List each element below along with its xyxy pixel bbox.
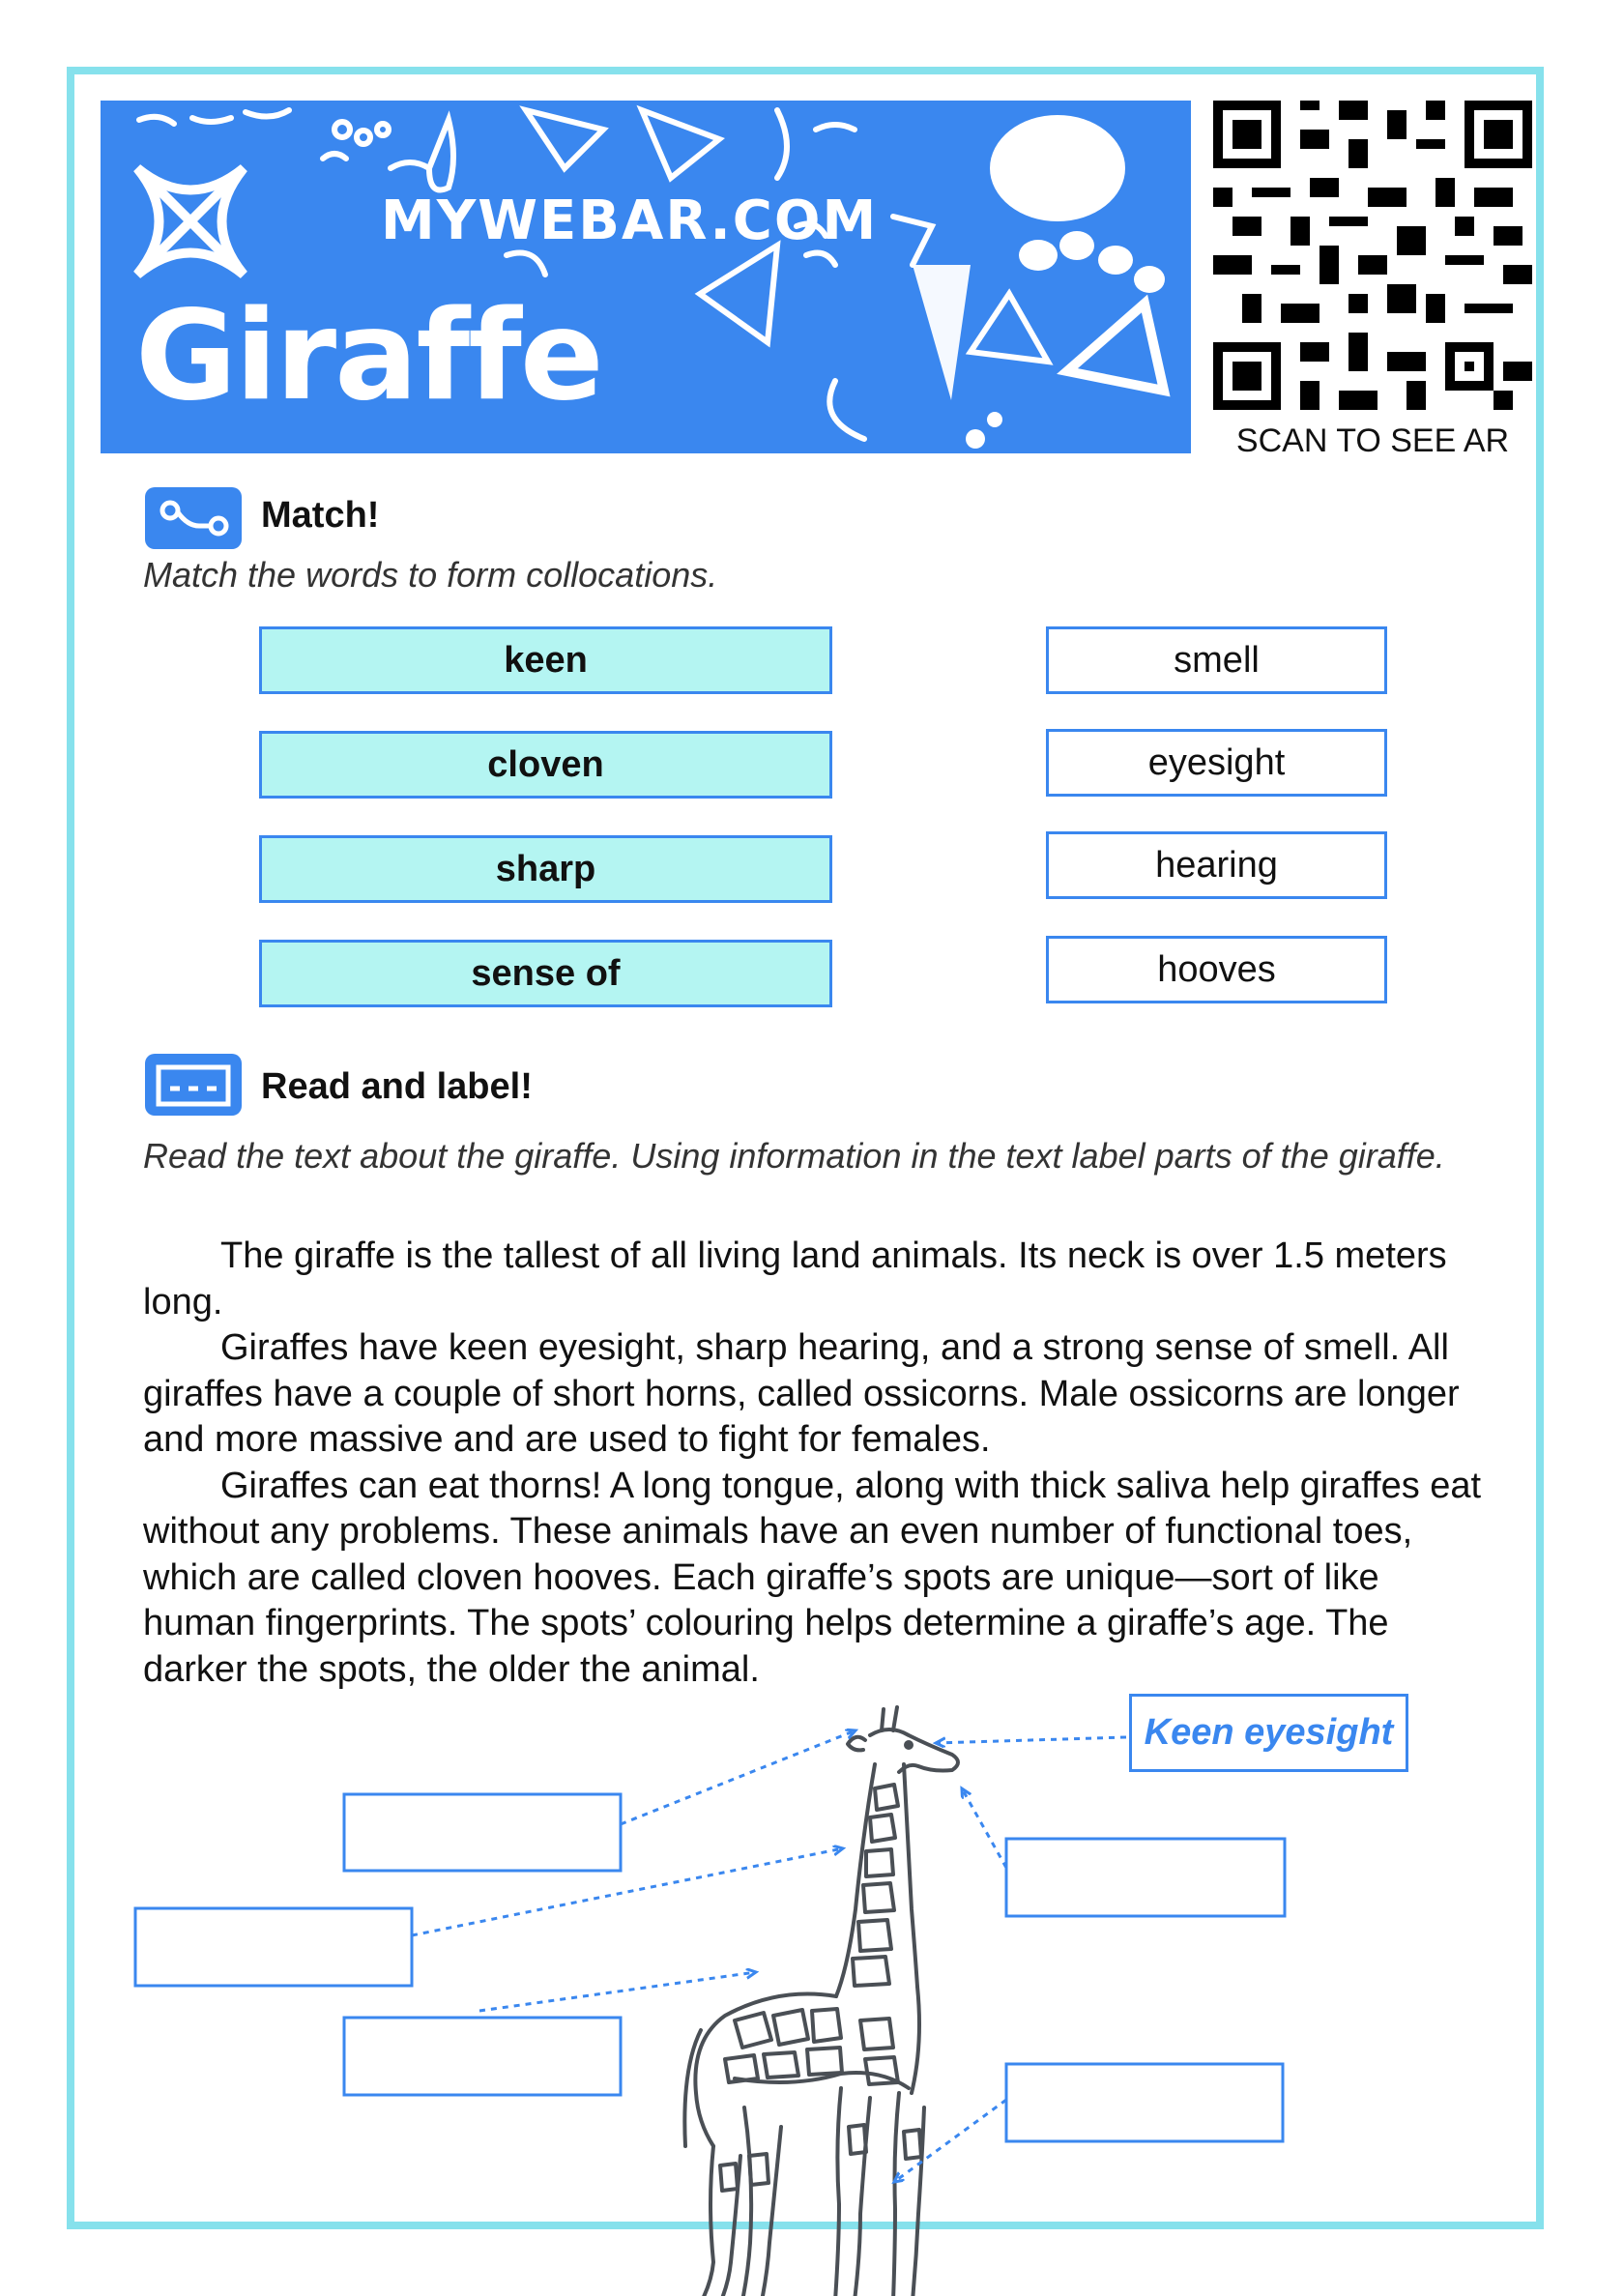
match-right-word[interactable]: hearing [1046, 831, 1387, 899]
brand-name: MYWEBAR.COM [381, 189, 879, 252]
giraffe-illustration [684, 1707, 958, 2296]
label-box[interactable] [135, 1908, 412, 1986]
match-left-word[interactable]: cloven [259, 731, 832, 799]
match-left-word[interactable]: keen [259, 626, 832, 694]
paragraph: Giraffes have keen eyesight, sharp hearing, and a strong sense of smell. All giraffes have a couple of short horns, called ossicorns. Male ossicorns are longer and more massive and are used to fight for females. [143, 1327, 1460, 1460]
match-instruction: Match the words to form collocations. [143, 555, 718, 595]
match-right-word[interactable]: eyesight [1046, 729, 1387, 797]
page-title: Giraffe [135, 284, 602, 428]
match-heading: Match! [261, 495, 380, 536]
label-box[interactable] [1006, 1839, 1285, 1916]
label-box[interactable] [344, 2018, 621, 2095]
paragraph: Giraffes can eat thorns! A long tongue, along with thick saliva help giraffes eat without any problems. These animals have an even number of functional toes, which are called cloven hooves. Each giraffe’s spots are unique—sort of like human fingerprints. The spots’ colouring helps determine a giraffe’s age. The darker the spots, the older the animal. [143, 1465, 1482, 1690]
example-label: Keen eyesight [1129, 1694, 1408, 1772]
arrow-tongue [962, 1788, 1006, 1868]
label-box[interactable] [344, 1794, 621, 1871]
match-right-word[interactable]: smell [1046, 626, 1387, 694]
label-box[interactable] [1006, 2064, 1283, 2141]
arrow-horns [621, 1730, 856, 1824]
match-left-word[interactable]: sense of [259, 940, 832, 1007]
qr-caption: SCAN TO SEE AR [1235, 422, 1510, 459]
read-label-instruction: Read the text about the giraffe. Using information in the text label parts of the giraffe. [143, 1136, 1445, 1176]
match-right-word[interactable]: hooves [1046, 936, 1387, 1003]
paragraph: The giraffe is the tallest of all living land animals. Its neck is over 1.5 meters long. [143, 1235, 1447, 1322]
read-label-heading: Read and label! [261, 1066, 533, 1107]
arrow-eye [936, 1737, 1126, 1743]
arrow-spots [479, 1972, 756, 2011]
match-left-word[interactable]: sharp [259, 835, 832, 903]
arrow-hooves [894, 2100, 1006, 2182]
